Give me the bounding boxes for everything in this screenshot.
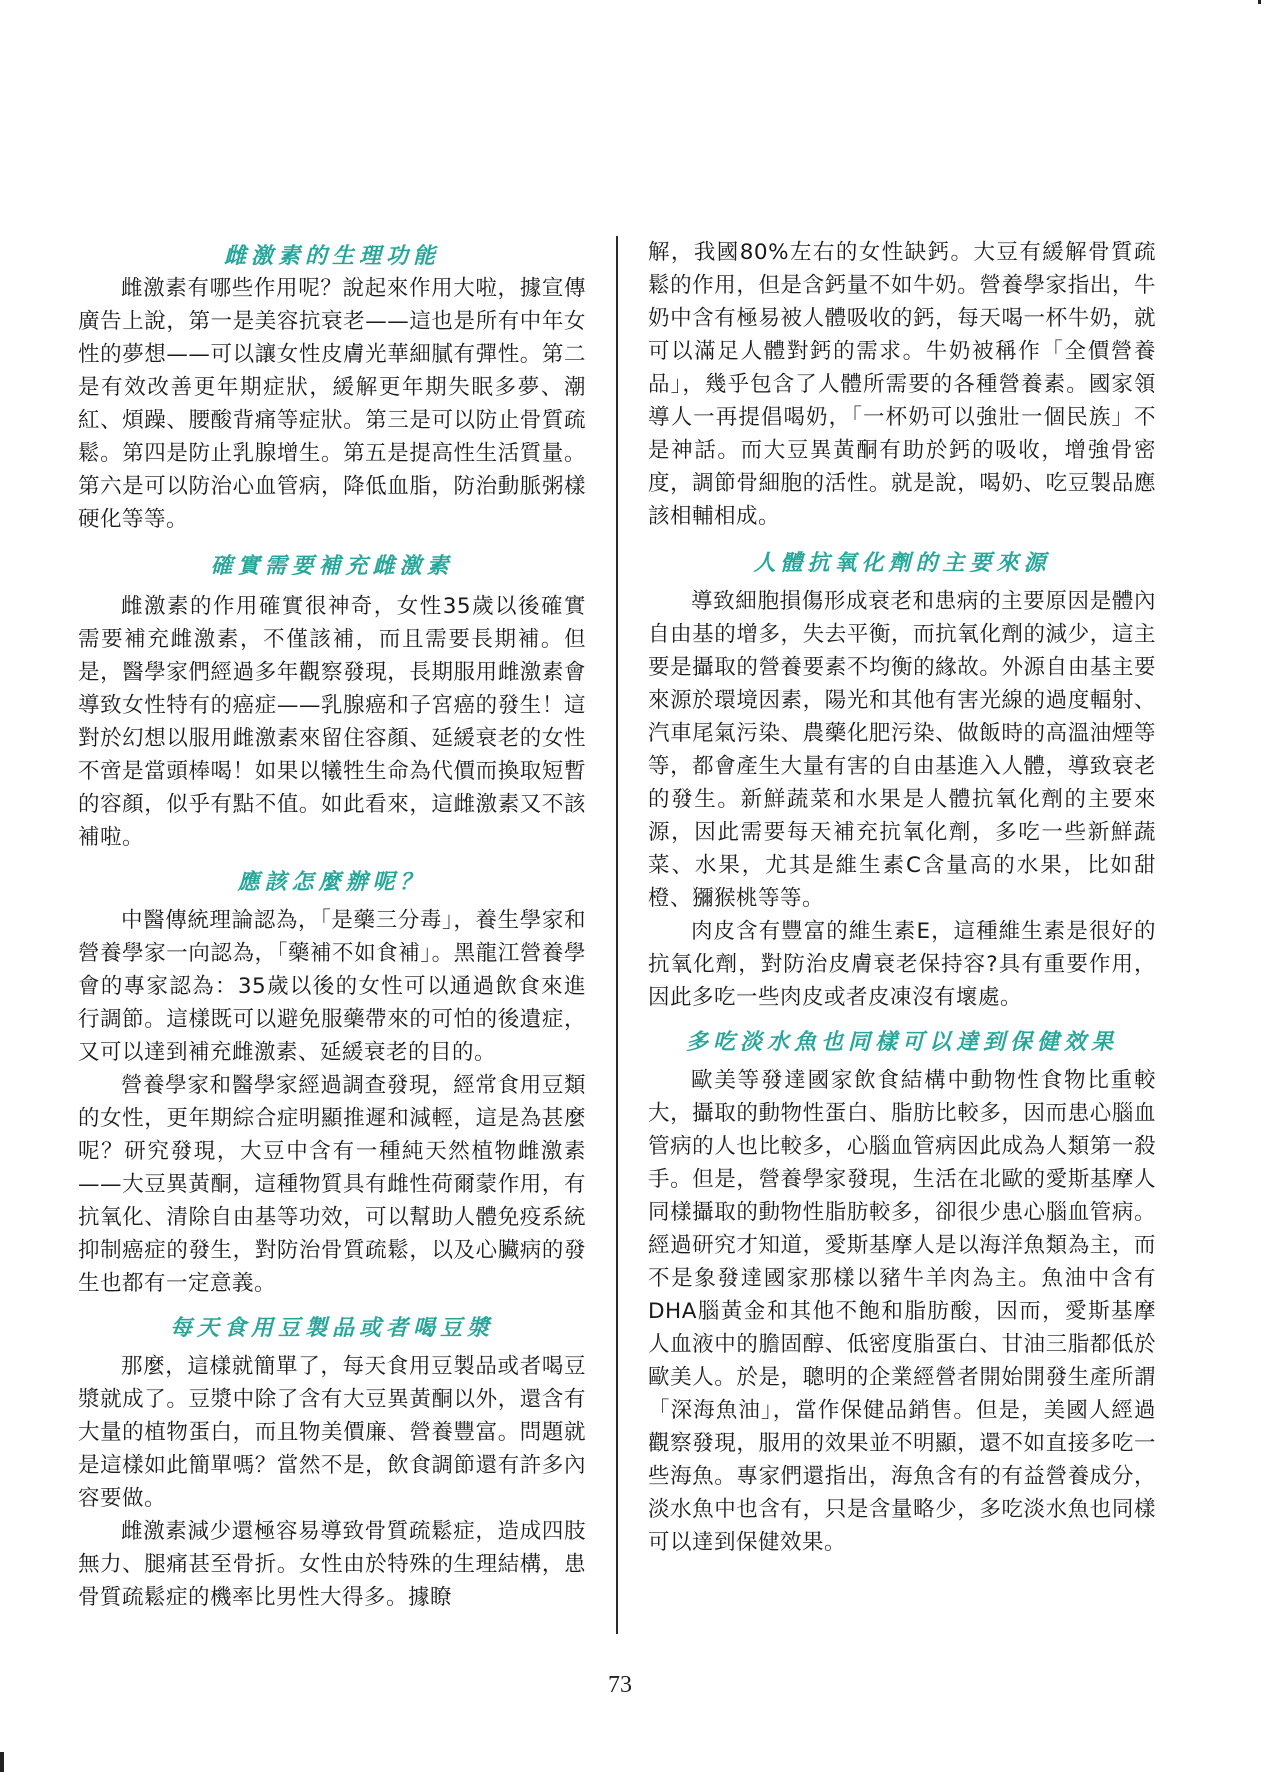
- paragraph: 營養學家和醫學家經過調查發現，經常食用豆類的女性，更年期綜合症明顯推遲和減輕，這是為甚麼呢？研究發現，大豆中含有一種純天然植物雌激素——大豆異黃酮，這種物質具有雌性荷爾蒙作用，有抗氧化、清除自由基等功效，可以幫助人體免疫系統抑制癌症的發生，對防治骨質疏鬆，以及心臟病的發生也都有一定意義。: [78, 1073, 586, 1296]
- section-heading: 應該怎麼辦呢？: [237, 869, 427, 895]
- paragraph: 導致細胞損傷形成衰老和患病的主要原因是體內自由基的增多，失去平衡，而抗氧化劑的減少，這主要是攝取的營養要素不均衡的緣故。外源自由基主要來源於環境因素，陽光和其他有害光線的過度輻射、汽車尾氣污染、農藥化肥污染、做飯時的高溫油煙等等，都會產生大量有害的自由基進入人體，導致衰老的發生。新鮮蔬菜和水果是人體抗氧化劑的主要來源，因此需要每天補充抗氧化劑，多吃一些新鮮蔬菜、水果，尤其是維生素C含量高的水果，比如甜橙、獼猴桃等等。: [648, 589, 1156, 911]
- section-heading: 每天食用豆製品或者喝豆漿: [169, 1315, 494, 1341]
- scan-edge-mark: [0, 1752, 4, 1772]
- right-column: [648, 236, 1156, 1559]
- column-divider: [616, 236, 618, 1634]
- paragraph: 那麼，這樣就簡單了，每天食用豆製品或者喝豆漿就成了。豆漿中除了含有大豆異黃酮以外，還含有大量的植物蛋白，而且物美價廉、營養豐富。問題就是這樣如此簡單嗎？當然不是，飲食調節還有許多內容要做。: [78, 1354, 586, 1511]
- paragraph: 肉皮含有豐富的維生素E，這種維生素是很好的抗氧化劑，對防治皮膚衰老保持容?具有重要作用，因此多吃一些肉皮或者皮凍沒有壞處。: [648, 919, 1156, 1010]
- paragraph: 雌激素的作用確實很神奇，女性35歲以後確實需要補充雌激素，不僅該補，而且需要長期補。但是，醫學家們經過多年觀察發現，長期服用雌激素會導致女性特有的癌症——乳腺癌和子宮癌的發生！這對於幻想以服用雌激素來留住容顏、延緩衰老的女性不啻是當頭棒喝！如果以犧牲生命為代價而換取短暫的容顏，似乎有點不值。如此看來，這雌激素又不該補啦。: [78, 594, 586, 850]
- paragraph: 歐美等發達國家飲食結構中動物性食物比重較大，攝取的動物性蛋白、脂肪比較多，因而患心腦血管病的人也比較多，心腦血管病因此成為人類第一殺手。但是，營養學家發現，生活在北歐的愛斯基摩人同樣攝取的動物性脂肪較多，卻很少患心腦血管病。經過研究才知道，愛斯基摩人是以海洋魚類為主，而不是象發達國家那樣以豬牛羊肉為主。魚油中含有DHA腦黃金和其他不飽和脂肪酸，因而，愛斯基摩人血液中的膽固醇、低密度脂蛋白、甘油三脂都低於歐美人。於是，聰明的企業經營者開始開發生產所謂「深海魚油」，當作保健品銷售。但是，美國人經過觀察發現，服用的效果並不明顯，還不如直接多吃一些海魚。專家們還指出，海魚含有的有益營養成分，淡水魚中也含有，只是含量略少，多吃淡水魚也同樣可以達到保健效果。: [648, 1068, 1156, 1555]
- section-heading: 多吃淡水魚也同樣可以達到保健效果: [685, 1029, 1118, 1055]
- left-column: [78, 240, 586, 1614]
- section-heading: 確實需要補充雌激素: [210, 553, 454, 579]
- section-heading: 雌激素的生理功能: [223, 243, 440, 269]
- paragraph: 雌激素有哪些作用呢？說起來作用大啦，據宣傳廣告上說，第一是美容抗衰老——這也是所有中年女性的夢想——可以讓女性皮膚光華細膩有彈性。第二是有效改善更年期症狀，緩解更年期失眠多夢、潮紅、煩躁、腰酸背痛等症狀。第三是可以防止骨質疏鬆。第四是防止乳腺增生。第五是提高性生活質量。第六是可以防治心血管病，降低血脂，防治動脈粥樣硬化等等。: [78, 276, 586, 532]
- paragraph: 中醫傳統理論認為，「是藥三分毒」，養生學家和營養學家一向認為，「藥補不如食補」。黑龍江營養學會的專家認為：35歲以後的女性可以通過飲食來進行調節。這樣既可以避免服藥帶來的可怕的後遺症，又可以達到補充雌激素、延緩衰老的目的。: [78, 908, 586, 1065]
- page-number: 73: [608, 1672, 632, 1698]
- scan-edge-mark: [1258, 0, 1261, 4]
- section-heading: 人體抗氧化劑的主要來源: [753, 550, 1051, 576]
- paragraph-continued: 解，我國80%左右的女性缺鈣。大豆有緩解骨質疏鬆的作用，但是含鈣量不如牛奶。營養學家指出，牛奶中含有極易被人體吸收的鈣，每天喝一杯牛奶，就可以滿足人體對鈣的需求。牛奶被稱作「全價營養品」，幾乎包含了人體所需要的各種營養素。國家領導人一再提倡喝奶，「一杯奶可以強壯一個民族」不是神話。而大豆異黃酮有助於鈣的吸收，增強骨密度，調節骨細胞的活性。就是說，喝奶、吃豆製品應該相輔相成。: [648, 240, 1156, 529]
- paragraph: 雌激素減少還極容易導致骨質疏鬆症，造成四肢無力、腿痛甚至骨折。女性由於特殊的生理結構，患骨質疏鬆症的機率比男性大得多。據瞭: [78, 1519, 586, 1610]
